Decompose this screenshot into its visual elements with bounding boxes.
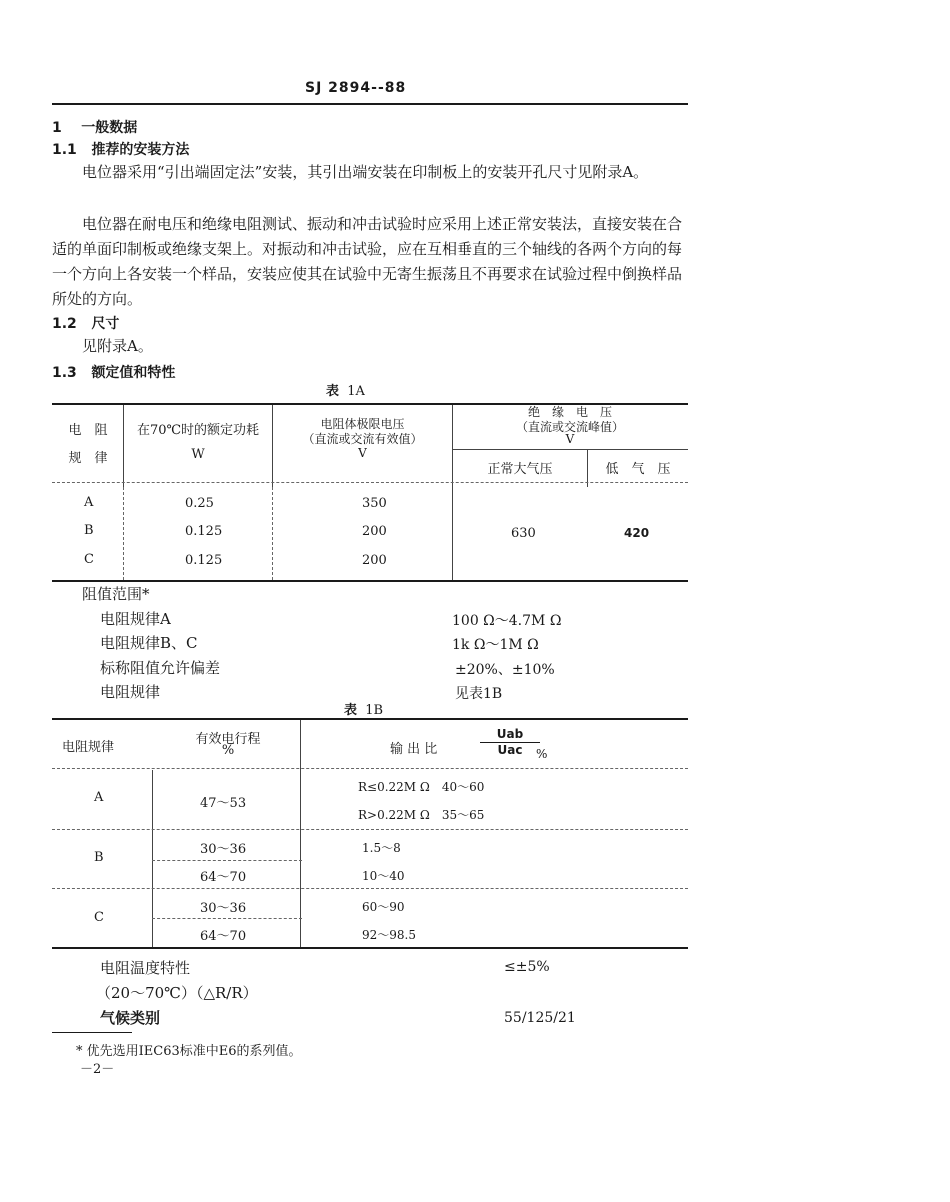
cell-law: A bbox=[84, 495, 94, 510]
header-power-unit: W bbox=[191, 447, 205, 462]
section-number: 1.1 bbox=[52, 142, 77, 158]
cell-ratio: 10～40 bbox=[362, 869, 405, 883]
section-title: 推荐的安装方法 bbox=[91, 142, 190, 158]
subheader-rule bbox=[452, 449, 688, 450]
caption-prefix: 表 bbox=[326, 384, 340, 399]
cell-law: B bbox=[94, 850, 104, 865]
cell-ratio: R≤0.22M Ω 40～60 bbox=[358, 780, 485, 794]
section-number: 1.2 bbox=[52, 316, 77, 332]
section-1-heading bbox=[52, 117, 137, 137]
caption-id: 1B bbox=[365, 703, 384, 718]
ratio-fraction bbox=[480, 727, 540, 757]
header-rule-dashed bbox=[52, 768, 688, 769]
footnote: * 优先选用IEC63标准中E6的系列值。 bbox=[76, 1044, 302, 1059]
table-top-rule bbox=[52, 718, 688, 720]
table-bottom-rule bbox=[52, 947, 688, 949]
group-rule bbox=[52, 888, 688, 889]
table-1a-caption bbox=[326, 380, 365, 399]
header-law-line1: 电 阻 bbox=[68, 423, 108, 438]
info-value: 1k Ω～1M Ω bbox=[452, 637, 539, 653]
cell-law: B bbox=[84, 523, 94, 538]
col-divider bbox=[272, 487, 273, 580]
row-rule bbox=[152, 918, 302, 919]
header-travel: 有效电行程 bbox=[195, 732, 261, 747]
cell-ins-low: 420 bbox=[624, 526, 650, 540]
section-number: 1.3 bbox=[52, 365, 77, 381]
cell-travel: 64～70 bbox=[200, 929, 247, 944]
section-1-2-heading bbox=[52, 313, 119, 333]
section-1-3-heading bbox=[52, 362, 175, 382]
header-voltage: 电阻体极限电压 bbox=[320, 417, 405, 431]
climate-category-value: 55/125/21 bbox=[504, 1010, 576, 1026]
header-law: 电阻规律 bbox=[62, 740, 115, 755]
cell-power: 0.25 bbox=[185, 496, 214, 511]
col-divider bbox=[123, 487, 124, 580]
section-title: 一般数据 bbox=[81, 120, 138, 136]
ratio-denominator: Uac bbox=[497, 743, 523, 757]
section-title: 尺寸 bbox=[91, 316, 120, 332]
ratio-numerator: Uab bbox=[480, 727, 540, 743]
header-rule-dashed bbox=[52, 482, 688, 483]
resistance-range-title: 阻值范围* bbox=[82, 585, 150, 603]
cell-power: 0.125 bbox=[185, 553, 223, 568]
group-rule bbox=[52, 829, 688, 830]
caption-prefix: 表 bbox=[344, 703, 358, 718]
paragraph-install-method: 电位器采用“引出端固定法”安装，其引出端安装在印制板上的安装开孔尺寸见附录A。 bbox=[82, 163, 649, 181]
header-travel-unit: % bbox=[221, 743, 235, 758]
col-divider bbox=[272, 405, 273, 487]
footnote-rule bbox=[52, 1032, 132, 1033]
header-insulation-note: （直流或交流峰值） bbox=[515, 420, 624, 434]
cell-ins-normal: 630 bbox=[511, 526, 536, 541]
info-value: 100 Ω～4.7M Ω bbox=[452, 613, 562, 629]
cell-travel: 30～36 bbox=[200, 901, 247, 916]
temp-characteristic-condition: （20～70℃）（△R/R） bbox=[96, 984, 258, 1002]
col-divider bbox=[152, 770, 153, 947]
header-low-pressure: 低 气 压 bbox=[605, 462, 671, 477]
info-value: ±20%、±10% bbox=[455, 662, 555, 678]
info-value: 见表1B bbox=[455, 686, 503, 702]
section-title: 额定值和特性 bbox=[91, 365, 176, 381]
cell-travel: 64～70 bbox=[200, 870, 247, 885]
header-normal-pressure: 正常大气压 bbox=[487, 462, 553, 477]
table-bottom-rule bbox=[52, 580, 688, 582]
info-label: 电阻规律 bbox=[100, 683, 161, 701]
page-number: －2－ bbox=[80, 1062, 115, 1077]
cell-voltage: 200 bbox=[362, 524, 387, 539]
caption-id: 1A bbox=[347, 384, 365, 399]
section-1-1-heading bbox=[52, 139, 189, 159]
paragraph-test-mounting: 电位器在耐电压和绝缘电阻测试、振动和冲击试验时应采用上述正常安装法，直接安装在合适的单面印制板或绝缘支架上。对振动和冲击试验，应在互相垂直的三个轴线的各两个方向的每一个方向上各安装一个样品，安装应使其在试验中无寄生振荡且不再要求在试验过程中倒换样品所处的方向。 bbox=[52, 215, 683, 308]
cell-law: C bbox=[84, 552, 94, 567]
paragraph-dimensions: 见附录A。 bbox=[82, 337, 153, 355]
header-insulation: 绝 缘 电 压 bbox=[527, 405, 612, 419]
col-divider bbox=[452, 405, 453, 580]
cell-voltage: 200 bbox=[362, 553, 387, 568]
info-label: 电阻规律B、C bbox=[100, 634, 198, 652]
climate-category-label: 气候类别 bbox=[100, 1009, 161, 1027]
doc-code: SJ 2894--88 bbox=[305, 80, 407, 96]
temp-characteristic-label: 电阻温度特性 bbox=[100, 959, 191, 977]
section-number: 1 bbox=[52, 120, 62, 136]
cell-power: 0.125 bbox=[185, 524, 223, 539]
cell-ratio: R>0.22M Ω 35～65 bbox=[358, 808, 485, 822]
cell-law: A bbox=[94, 790, 104, 805]
info-label: 电阻规律A bbox=[100, 610, 171, 628]
cell-travel: 30～36 bbox=[200, 842, 247, 857]
row-rule bbox=[152, 860, 302, 861]
header-insulation-unit: V bbox=[565, 432, 575, 446]
table-1b-caption bbox=[344, 699, 383, 718]
cell-travel: 47～53 bbox=[200, 796, 247, 811]
cell-ratio: 1.5～8 bbox=[362, 841, 401, 855]
info-label: 标称阻值允许偏差 bbox=[100, 659, 221, 677]
cell-ratio: 92～98.5 bbox=[362, 928, 416, 942]
header-ratio-label: 输 出 比 bbox=[390, 742, 438, 757]
cell-voltage: 350 bbox=[362, 496, 387, 511]
temp-characteristic-value: ≤±5% bbox=[504, 959, 550, 975]
header-power: 在70℃时的额定功耗 bbox=[136, 423, 260, 438]
col-divider bbox=[300, 720, 301, 947]
header-voltage-unit: V bbox=[358, 446, 367, 460]
header-voltage-note: （直流或交流有效值） bbox=[302, 432, 423, 446]
col-divider bbox=[123, 405, 124, 487]
header-rule bbox=[52, 103, 688, 105]
ratio-unit: % bbox=[536, 747, 548, 761]
cell-law: C bbox=[94, 910, 104, 925]
header-law-line2: 规 律 bbox=[68, 451, 108, 466]
cell-ratio: 60～90 bbox=[362, 900, 405, 914]
